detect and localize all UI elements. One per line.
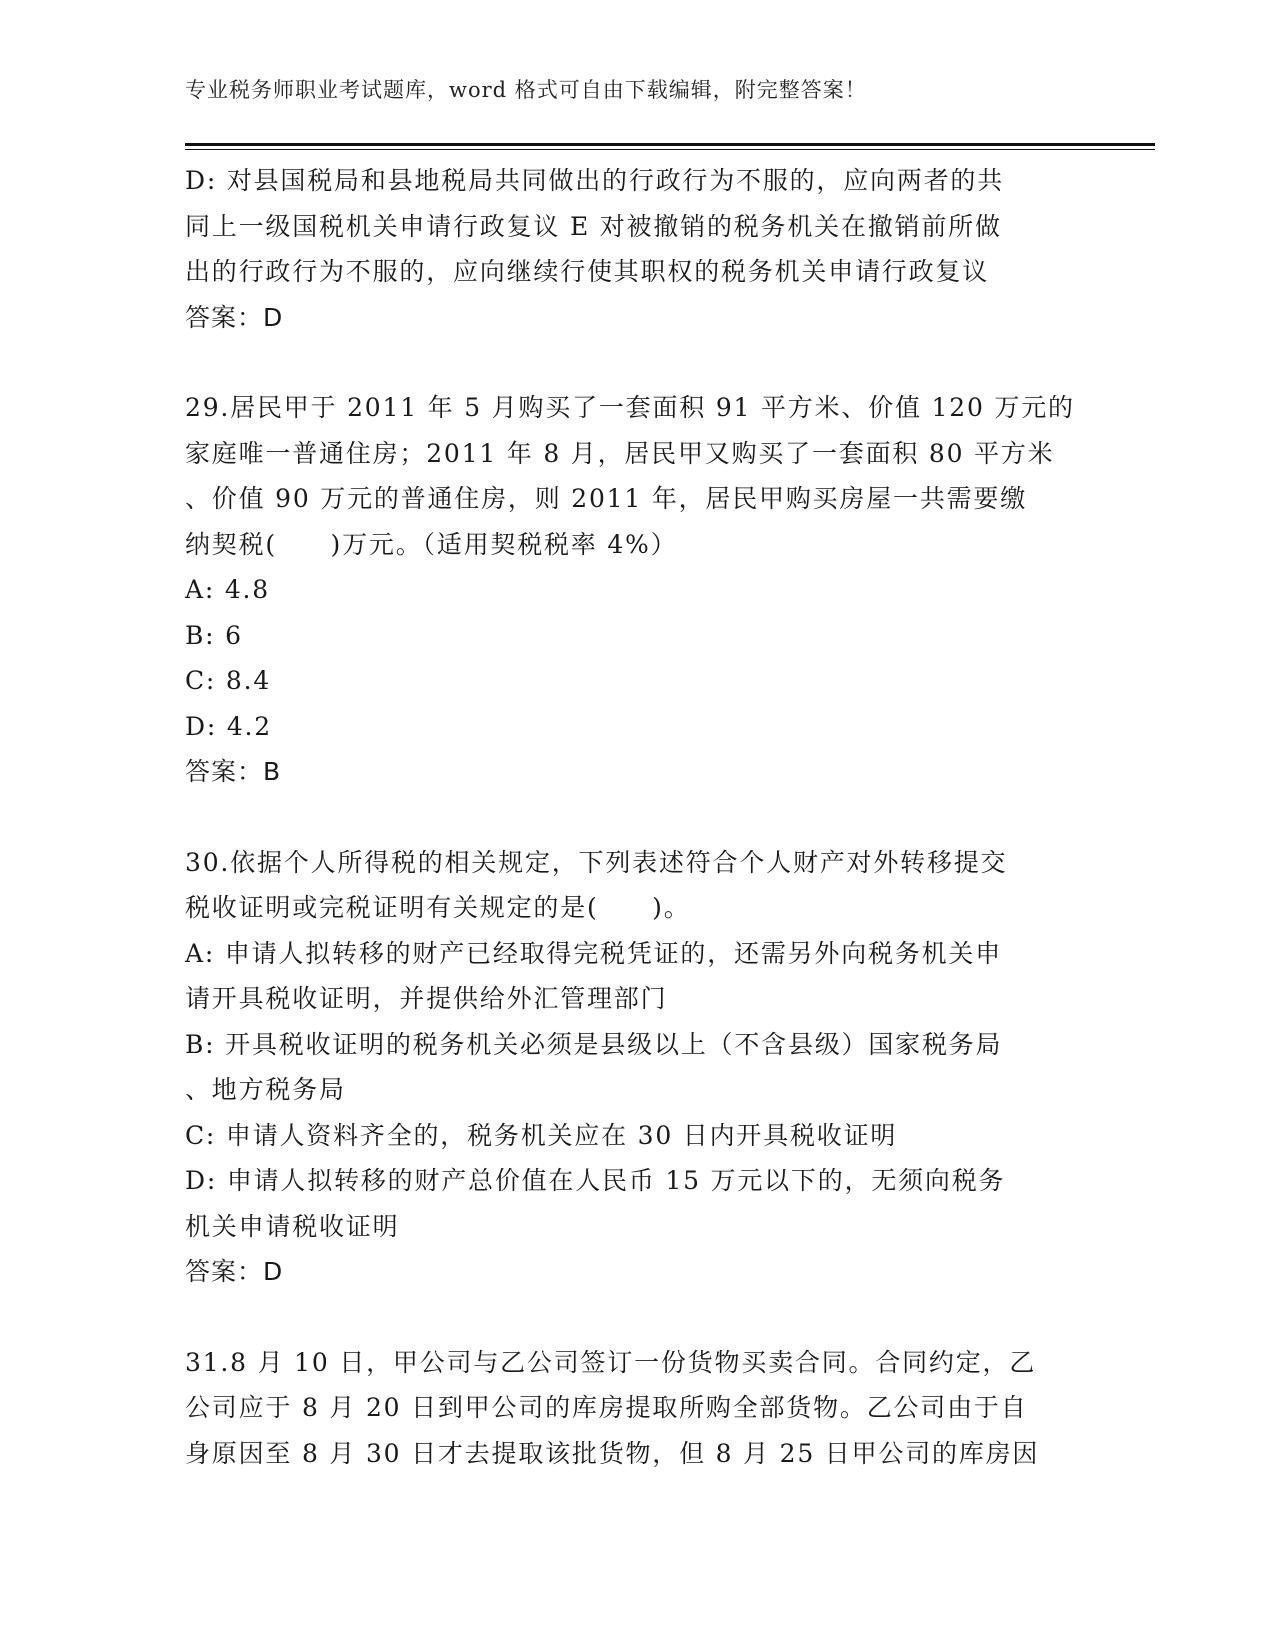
question-text-line: 29.居民甲于 2011 年 5 月购买了一套面积 91 平方米、价值 120 万元的 — [185, 393, 1075, 422]
option-a: A: 申请人拟转移的财产已经取得完税凭证的，还需另外向税务机关申 — [185, 938, 1003, 968]
option-b: B: 6 — [185, 620, 243, 650]
question-text-line: 税收证明或完税证明有关规定的是( )。 — [185, 893, 691, 922]
option-d-continued: 机关申请税收证明 — [185, 1211, 400, 1241]
option-line: 同上一级国税机关申请行政复议 E 对被撤销的税务机关在撤销前所做 — [185, 211, 1002, 241]
question-block — [185, 385, 1085, 795]
option-d: D: 申请人拟转移的财产总价值在人民币 15 万元以下的，无须向税务 — [185, 1166, 1006, 1195]
option-a: A: 4.8 — [185, 575, 270, 604]
answer-line: 答案：B — [185, 757, 282, 786]
option-line: 出的行政行为不服的，应向继续行使其职权的税务机关申请行政复议 — [185, 257, 990, 286]
answer-line: 答案：D — [185, 302, 284, 332]
question-text-line: 30.依据个人所得税的相关规定，下列表述符合个人财产对外转移提交 — [185, 847, 1008, 877]
option-line: D: 对县国税局和县地税局共同做出的行政行为不服的，应向两者的共 — [185, 166, 1005, 195]
option-a-continued: 请开具税收证明，并提供给外汇管理部门 — [185, 984, 668, 1013]
answer-line: 答案：D — [185, 1257, 284, 1286]
question-block — [185, 1340, 1085, 1477]
question-content — [185, 158, 1085, 1476]
option-c: C: 申请人资料齐全的，税务机关应在 30 日内开具税收证明 — [185, 1120, 898, 1150]
option-b: B: 开具税收证明的税务机关必须是县级以上（不含县级）国家税务局 — [185, 1029, 1003, 1059]
question-block — [185, 158, 1085, 340]
question-text-line: 、价值 90 万元的普通住房，则 2011 年，居民甲购买房屋一共需要缴 — [185, 484, 1028, 513]
question-text-line: 公司应于 8 月 20 日到甲公司的库房提取所购全部货物。乙公司由于自 — [185, 1393, 1028, 1422]
question-text-line: 身原因至 8 月 30 日才去提取该批货物，但 8 月 25 日甲公司的库房因 — [185, 1438, 1040, 1468]
page-header: 专业税务师职业考试题库，word 格式可自由下载编辑，附完整答案！ — [185, 78, 867, 102]
option-d: D: 4.2 — [185, 711, 272, 741]
question-text-line: 31.8 月 10 日，甲公司与乙公司签订一份货物买卖合同。合同约定，乙 — [185, 1347, 1037, 1377]
question-text-line: 纳契税( )万元。（适用契税税率 4%） — [185, 529, 678, 559]
question-text-line: 家庭唯一普通住房；2011 年 8 月，居民甲又购买了一套面积 80 平方米 — [185, 438, 1055, 468]
option-b-continued: 、地方税务局 — [185, 1075, 346, 1104]
header-divider — [185, 143, 1155, 150]
question-block — [185, 840, 1085, 1295]
option-c: C: 8.4 — [185, 666, 272, 695]
